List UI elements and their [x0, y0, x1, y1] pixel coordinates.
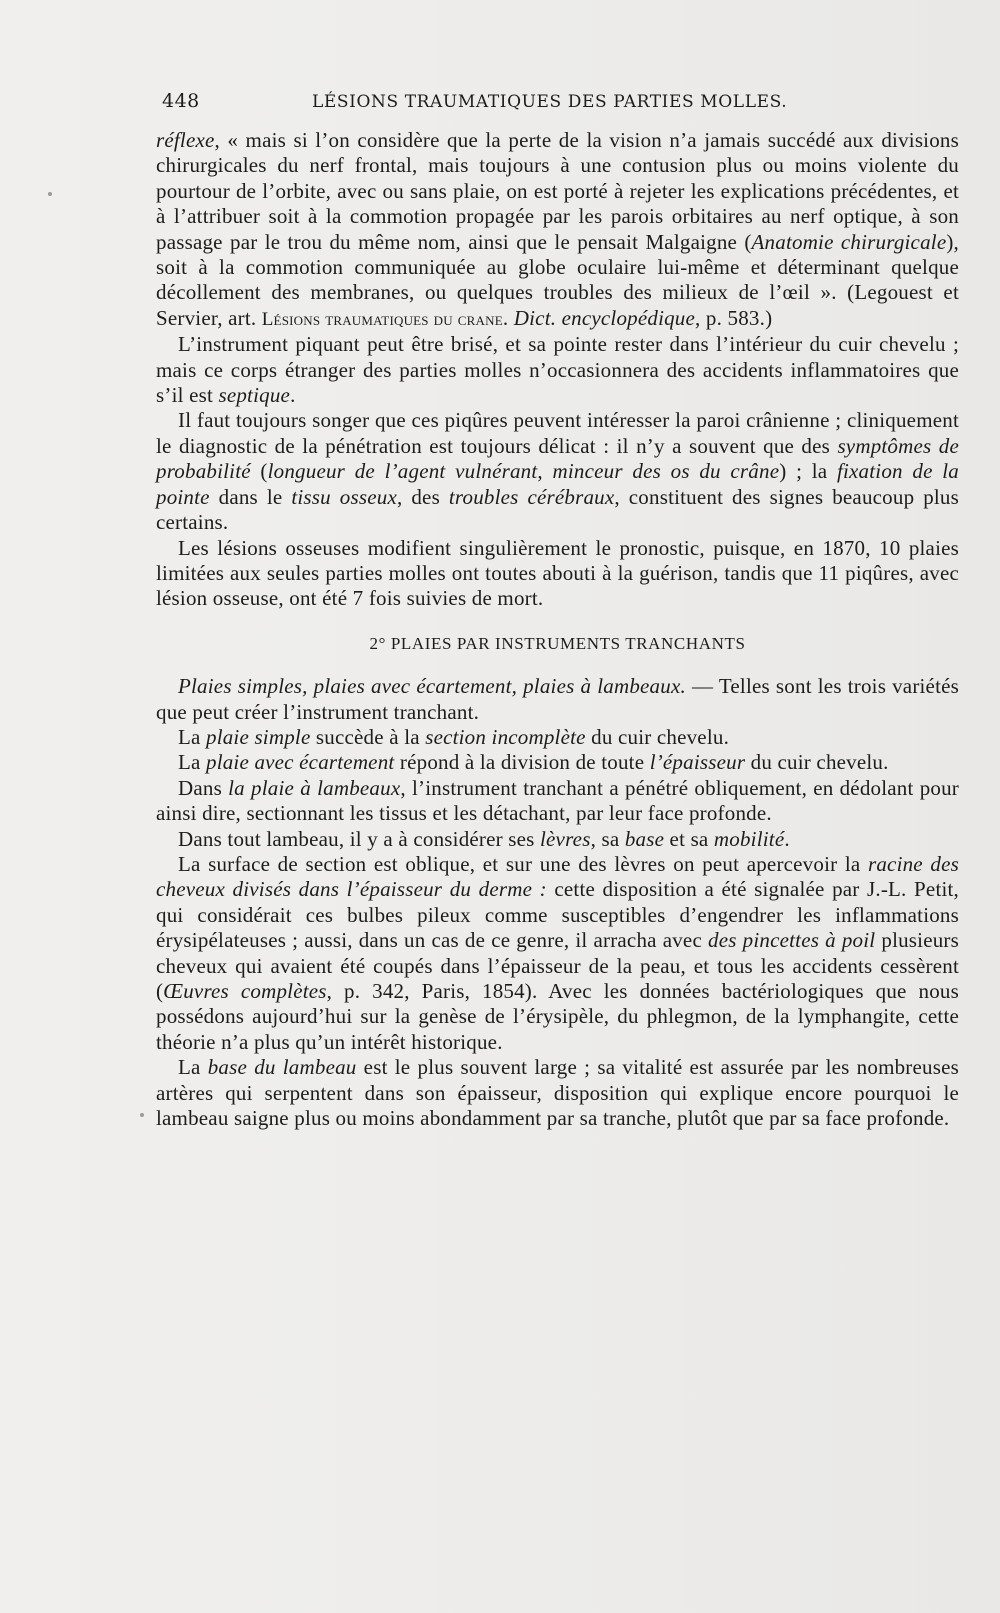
text-run: (: [250, 459, 268, 484]
text-run: , constituent des signes beaucoup plus certains.: [156, 484, 960, 535]
text-run: cette disposition a été signalée par J.-L. Petit, qui considérait ces bulbes pileux comme susceptibles d’engendrer les inflammations érysipélateuses ; aussi, dans un cas de ce genre, il arracha avec: [156, 877, 959, 953]
text-run: , p. 583.): [695, 305, 773, 330]
margin-speck: [48, 192, 52, 196]
text-run: , « mais si l’on considère que la perte de la vision n’a jamais succédé aux divisions chirurgicales du nerf frontal, mais toujours à une contusion plus ou moins violente du pourtour de l’orbite, avec ou sans plaie, on est porté à rejeter les explications précédentes, et à l’attribuer soit à la commotion propagée par les parois orbitaires au nerf optique, à son passage par le trou du même nom, ainsi que le pensait Malgaigne (: [156, 128, 959, 254]
emphasis: plaie avec écartement: [206, 750, 395, 775]
paragraph-flap-features: [156, 827, 959, 852]
text-run: .: [784, 826, 790, 851]
emphasis: symptômes de probabilité: [156, 433, 960, 484]
paragraph-flap-wound: [156, 776, 959, 827]
emphasis: septique: [218, 383, 291, 408]
text-run: La: [178, 724, 206, 749]
text-run: est le plus souvent large ; sa vitalité est assurée par les nombreuses artères qui serpentent dans son épaisseur, disposition qui explique encore pourquoi le lambeau saigne plus ou moins abondamment par sa tranche, plutôt que par sa face profonde.: [156, 1055, 959, 1131]
text-run: du cuir chevelu.: [585, 724, 730, 749]
emphasis: la plaie à lambeaux: [228, 775, 401, 800]
text-run: , des: [396, 484, 449, 509]
text-run: , l’instrument tranchant a pénétré obliquement, en dédolant pour ainsi dire, sectionnant les tissus et les détachant, par leur face profonde.: [156, 775, 959, 826]
emphasis: base du lambeau: [207, 1055, 357, 1080]
text-run: du cuir chevelu.: [745, 750, 889, 775]
text-run: , p. 342, Paris, 1854). Avec les données bactériologiques que nous possédons aujourd’hui sur la genèse de l’érysipèle, du phlegmon, de la lymphangite, cette théorie n’a plus qu’un intérêt historique.: [156, 979, 959, 1054]
paragraph-cranial-penetration: [156, 408, 959, 535]
text-run: La: [178, 750, 206, 775]
emphasis: Œuvres complètes: [163, 979, 327, 1003]
emphasis: section incomplète: [425, 724, 586, 749]
emphasis: Dict. encyclopédique: [513, 305, 696, 330]
emphasis: l’épaisseur: [649, 750, 746, 775]
body-text: [156, 128, 959, 1131]
emphasis: Anatomie chirurgicale: [751, 229, 947, 254]
text-run: L’instrument piquant peut être brisé, et sa pointe rester dans l’intérieur du cuir chevelu ; mais ce corps étranger des parties molles n’occasionnera des accidents inflammatoires que s’il est: [156, 332, 959, 408]
text-run: ,: [537, 459, 553, 484]
text-run: Il faut toujours songer que ces piqûres peuvent intéresser la paroi crânienne ; cliniquement le diagnostic de la pénétration est toujours délicat : il n’y a souvent que des: [156, 408, 959, 458]
emphasis: fixation de la pointe: [156, 459, 959, 509]
text-run: La: [178, 1055, 208, 1080]
text-run: — Telles sont les trois variétés que peut créer l’instrument tranchant.: [156, 674, 960, 724]
paragraph-wound-varieties: [156, 674, 959, 725]
emphasis: tissu osseux: [291, 484, 397, 509]
paragraph-quotation-continuation: [156, 128, 959, 332]
text-run: , sa: [590, 826, 625, 851]
page-number: 448: [162, 90, 200, 112]
article-title: Lésions traumatiques du crane: [261, 308, 503, 330]
emphasis: réflexe: [156, 128, 215, 152]
emphasis: base: [624, 826, 665, 851]
emphasis: mobilité: [713, 826, 785, 851]
emphasis: racine des cheveux divisés dans l’épaisseur du derme :: [156, 851, 959, 902]
text-run: ) ; la: [779, 459, 837, 484]
text-run: dans le: [209, 484, 292, 509]
text-run: succède à la: [310, 724, 426, 749]
paragraph-gaping-wound: [156, 750, 959, 775]
text-run: plusieurs cheveux qui avaient été coupés dans l’épaisseur de la peau, et tous les accidents cessèrent (: [156, 928, 959, 1003]
text-run: Dans tout lambeau, il y a à considérer ses: [178, 826, 540, 851]
emphasis: plaie simple: [206, 724, 311, 749]
text-run: Dans: [178, 775, 229, 800]
text-run: .: [290, 383, 296, 408]
emphasis: Plaies simples, plaies avec écartement, plaies à lambeaux.: [178, 674, 686, 699]
text-run: La surface de section est oblique, et sur une des lèvres on peut apercevoir la: [178, 851, 868, 876]
paragraph-prognosis: [156, 536, 959, 612]
emphasis: lèvres: [540, 826, 591, 851]
paragraph-simple-wound: [156, 725, 959, 750]
text-run: .: [502, 305, 514, 330]
margin-speck: [140, 1113, 144, 1117]
text-run: et sa: [664, 826, 714, 851]
section-heading: 2° PLAIES PAR INSTRUMENTS TRANCHANTS: [369, 633, 746, 653]
emphasis: longueur de l’agent vulnérant: [267, 459, 538, 484]
text-run: Les lésions osseuses modifient singulièrement le pronostic, puisque, en 1870, 10 plaies limitées aux seules parties molles ont toutes abouti à la guérison, tandis que 11 piqûres, avec lésion osseuse, ont été 7 fois suivies de mort.: [156, 535, 959, 611]
paragraph-section-surface: [156, 852, 959, 1055]
emphasis: troubles cérébraux: [448, 484, 615, 509]
emphasis: minceur des os du crâne: [552, 459, 780, 484]
text-run: ), soit à la commotion communiquée au globe oculaire lui-même et déterminant quelque décollement des membranes, ou quelques troubles des milieux de l’œil ». (Legouest et Servier, art.: [156, 229, 959, 330]
text-run: répond à la division de toute: [394, 750, 650, 775]
running-title: LÉSIONS TRAUMATIQUES DES PARTIES MOLLES.: [312, 92, 788, 112]
page-header: [162, 90, 962, 116]
paragraph-flap-base: [156, 1055, 959, 1131]
emphasis: des pincettes à poil: [708, 928, 876, 953]
paragraph-broken-instrument: [156, 332, 959, 408]
